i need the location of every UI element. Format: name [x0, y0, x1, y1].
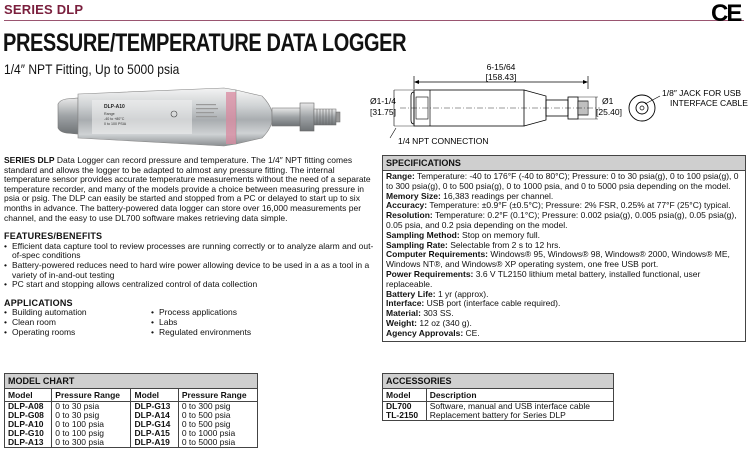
spec-text: Stop on memory full.	[459, 229, 540, 240]
spec-label: Computer Requirements:	[386, 249, 489, 260]
spec-text: Temperature: ±0.9°F (±0.5°C); Pressure: 2% FSR, 0.25% at 77°F (25°C) typical.	[427, 200, 731, 211]
spec-label: Material:	[386, 308, 421, 319]
page-subtitle: 1/4″ NPT Fitting, Up to 5000 psia	[4, 61, 180, 77]
spec-text: USB port (interface cable required).	[424, 298, 561, 309]
left-column	[4, 156, 376, 337]
left-diameter-frac: Ø1-1/4	[370, 96, 396, 106]
accessory-code: TL-2150	[383, 411, 426, 420]
ce-mark-logo: CE	[711, 0, 741, 27]
model-code: DLP-A14	[131, 411, 178, 420]
model-chart-header-row	[5, 389, 257, 402]
spec-text: 3.6 V TL2150 lithium metal battery, installed functional, user replaceable.	[386, 268, 701, 289]
features-list	[4, 242, 376, 290]
spec-text: Selectable from 2 s to 12 hrs.	[447, 239, 561, 250]
column-header: Pressure Range	[178, 389, 257, 402]
column-header: Model	[5, 389, 52, 402]
jack-label-line1: 1/8″ JACK FOR USB	[662, 88, 742, 98]
spec-label: Accuracy:	[386, 200, 428, 211]
spec-label: Range:	[386, 171, 415, 181]
pressure-range: 0 to 30 psig	[52, 411, 131, 420]
accessories-table	[383, 389, 613, 420]
table-row	[5, 438, 257, 447]
pressure-range: 0 to 500 psia	[181, 410, 231, 420]
spec-label: Memory Size:	[386, 190, 441, 201]
dimension-drawing	[360, 56, 748, 152]
model-code: DLP-A19	[131, 438, 178, 447]
product-label-model: DLP-A10	[104, 104, 125, 110]
feature-item: • Efficient data capture tool to review processes are running correctly or to analyze alarm and out-of-spec conditions	[4, 242, 376, 261]
application-item: • Labs	[151, 318, 271, 328]
spec-text: Windows® 95, Windows® 98, Windows® 2000, Windows® ME, Windows NT®, and Windows® XP operating system, one free USB port.	[386, 249, 730, 270]
model-code: DLP-G14	[131, 420, 178, 429]
model-chart-table	[5, 389, 257, 447]
pressure-range: 0 to 500 psig	[181, 419, 231, 429]
length-dimension-mm: [158.43]	[485, 72, 517, 82]
accessory-description: Replacement battery for Series DLP	[429, 410, 566, 420]
accessories-heading: ACCESSORIES	[383, 374, 613, 389]
left-diameter-mm: [31.75]	[370, 107, 396, 117]
applications-list	[4, 308, 376, 337]
spec-row-range	[386, 172, 742, 192]
spec-text: 12 oz (340 g).	[417, 317, 472, 328]
end-view-inner	[636, 102, 648, 114]
page-title: PRESSURE/TEMPERATURE DATA LOGGER	[3, 29, 407, 57]
pressure-range: 0 to 5000 psia	[181, 437, 236, 447]
series-label: SERIES DLP	[4, 2, 84, 17]
table-row	[383, 411, 613, 420]
product-image	[56, 74, 352, 160]
model-code: DLP-A13	[5, 438, 52, 447]
header-divider	[4, 20, 744, 21]
application-item: • Building automation	[4, 308, 151, 318]
accessories-box	[382, 373, 614, 421]
column-header: Model	[131, 389, 178, 402]
applications-heading: APPLICATIONS	[4, 297, 73, 308]
product-label-range-1: -40 to +80°C	[104, 117, 125, 121]
spec-label: Battery Life:	[386, 288, 436, 299]
spec-label: Sampling Rate:	[386, 239, 448, 250]
column-header: Pressure Range	[52, 389, 131, 402]
spec-text: CE.	[463, 327, 480, 338]
length-dimension-frac: 6-15/64	[486, 62, 516, 72]
pressure-range: 0 to 30 psia	[52, 402, 131, 412]
product-label-range-2: 0 to 100 PSIA	[104, 122, 127, 126]
spec-row-power	[386, 270, 742, 290]
spec-text: Temperature: 0.2°F (0.1°C); Pressure: 0.002 psia(g), 0.005 psia(g), 0.05 psia(g), 0.05 psia, and 0.2 psia depending on the model.	[386, 210, 737, 230]
feature-item: • Battery-powered reduces need to hard wire power allowing device to be used in a as a tool in a variety of in-and-out testing	[4, 261, 376, 280]
pressure-range: 0 to 100 psig	[52, 429, 131, 438]
specifications-box	[382, 155, 746, 342]
column-header: Model	[383, 389, 426, 402]
model-code: DLP-G10	[5, 429, 52, 438]
spec-text: 1 yr (approx).	[435, 288, 489, 299]
model-code: DLP-A08	[5, 402, 52, 412]
spec-label: Power Requirements:	[386, 268, 474, 279]
spec-text: 303 SS.	[420, 308, 454, 319]
pressure-range: 0 to 300 psia	[52, 438, 131, 447]
spec-row-approvals	[386, 329, 742, 339]
intro-text: Data Logger can record pressure and temperature. The 1/4″ NPT fitting comes standard and allows the logger to be adapted to almost any pressure fitting. The internal temperature sensor provides accurate temperature measurements without the need of a separate temperature recorder, and many of the models provide a choice between measuring pressure in psia or psig. The DLP can easily be started and stopped from a PC or delayed to start up to six months in advance. The battery-powered data logger can store over 16,000 measurements per channel, and the easy to use DL700 software makes retrieving data simple.	[4, 155, 371, 223]
application-item: • Regulated environments	[151, 328, 271, 338]
accessories-header-row	[383, 389, 613, 402]
model-code: DLP-G08	[5, 411, 52, 420]
product-label-range-title: Range	[104, 112, 115, 116]
spec-label: Agency Approvals:	[386, 327, 464, 338]
pressure-range: 0 to 1000 psia	[181, 428, 236, 438]
spec-row-computer	[386, 250, 742, 270]
intro-paragraph	[4, 156, 376, 223]
model-chart	[4, 373, 258, 448]
pressure-range: 0 to 100 psia	[52, 420, 131, 429]
spec-label: Resolution:	[386, 210, 433, 221]
jack-label-line2: INTERFACE CABLE	[670, 98, 748, 108]
end-view-outer	[629, 95, 655, 121]
npt-connection-label: 1/4 NPT CONNECTION	[398, 136, 489, 146]
features-heading: FEATURES/BENEFITS	[4, 231, 103, 242]
spec-label: Interface:	[386, 298, 425, 309]
intro-series-name: SERIES DLP	[4, 155, 55, 165]
application-item: • Clean room	[4, 318, 151, 328]
spec-text: Temperature: -40 to 176°F (-40 to 80°C); Pressure: 0 to 30 psia(g), 0 to 100 psia(g), 0 to 300 psia(g), 0 to 500 psia(g), 0 to 1000 psia, and 0 to 5000 psia depending on the model.	[386, 171, 739, 191]
column-header: Description	[426, 389, 613, 402]
feature-item: • PC start and stopping allows centralized control of data collection	[4, 280, 376, 290]
accessory-code: DL700	[383, 402, 426, 412]
spec-row-resolution	[386, 211, 742, 231]
model-code: DLP-A10	[5, 420, 52, 429]
pressure-range: 0 to 300 psig	[181, 401, 231, 411]
spec-text: 16,383 readings per channel.	[440, 190, 554, 201]
spec-label: Weight:	[386, 317, 418, 328]
spec-label: Sampling Method:	[386, 229, 460, 240]
specifications-body	[383, 171, 745, 341]
specifications-heading: SPECIFICATIONS	[383, 156, 745, 171]
right-diameter-mm: [25.40]	[596, 107, 622, 117]
application-item: • Operating rooms	[4, 328, 151, 338]
accessory-description: Software, manual and USB interface cable	[429, 401, 590, 411]
model-code: DLP-A15	[131, 429, 178, 438]
model-code: DLP-G13	[131, 402, 178, 412]
application-item: • Process applications	[151, 308, 271, 318]
right-diameter-frac: Ø1	[602, 96, 614, 106]
model-chart-heading: MODEL CHART	[5, 374, 257, 389]
